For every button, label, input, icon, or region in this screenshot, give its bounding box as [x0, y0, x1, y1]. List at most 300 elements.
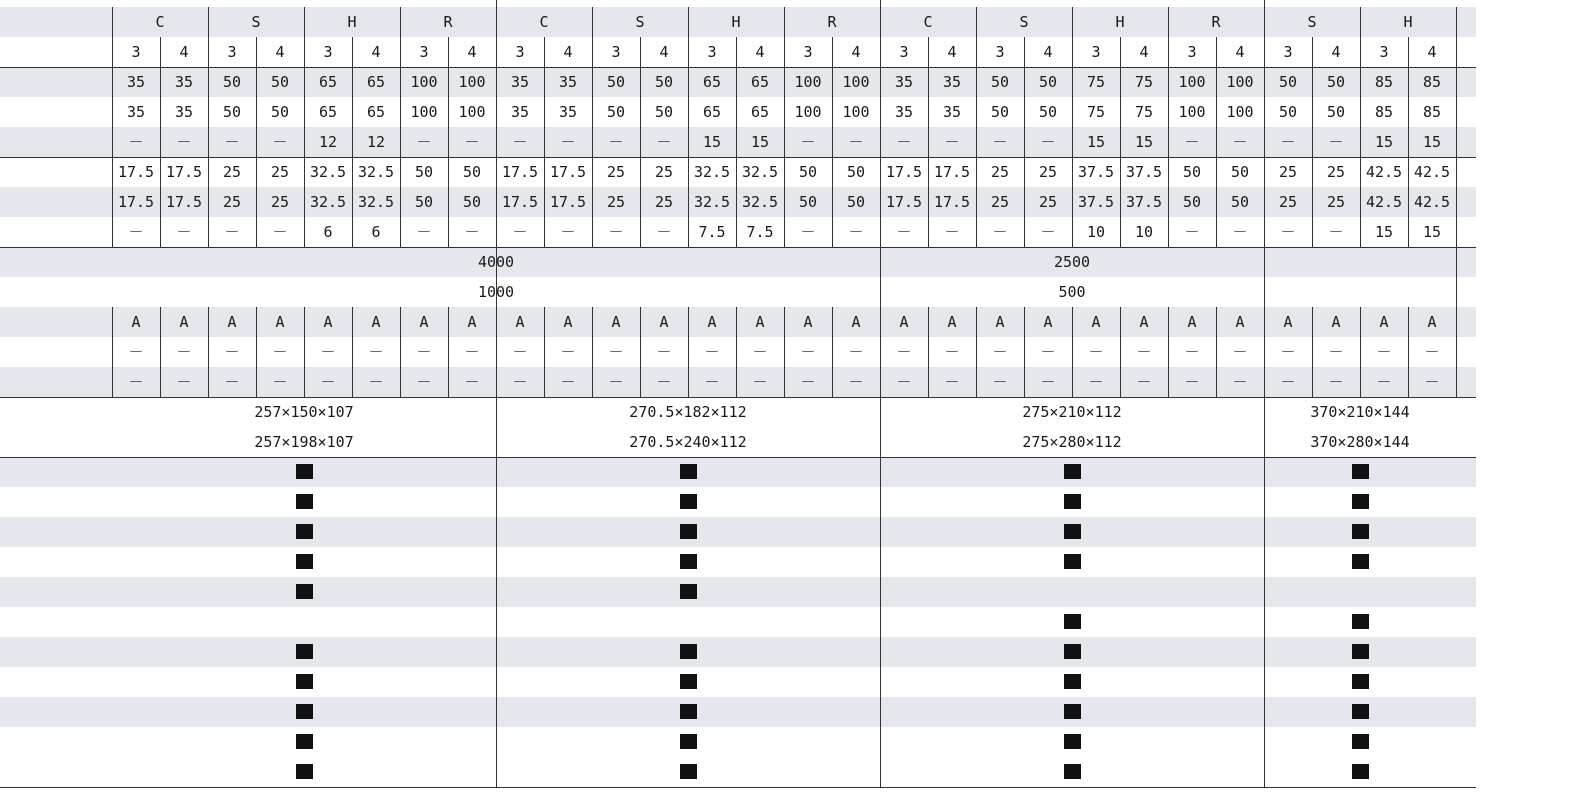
row-divider: [0, 457, 1476, 458]
column-divider: [1456, 247, 1457, 307]
sub-header: 3: [323, 43, 333, 61]
table-cell: －: [752, 343, 768, 361]
sub-header: 4: [467, 43, 477, 61]
table-cell: 42.5: [1413, 193, 1451, 211]
table-cell: －: [416, 343, 432, 361]
sub-header: 4: [1235, 43, 1245, 61]
sub-header: 4: [1043, 43, 1053, 61]
table-cell: 25: [1278, 163, 1298, 181]
table-cell: －: [128, 343, 144, 361]
table-cell: －: [992, 133, 1008, 151]
table-cell: －: [848, 133, 864, 151]
availability-mark: [296, 704, 313, 719]
table-cell: 100: [410, 73, 438, 91]
table-cell: 65: [702, 103, 722, 121]
table-cell: 25: [1038, 163, 1058, 181]
table-cell: 17.5: [549, 163, 587, 181]
table-cell: 50: [462, 163, 482, 181]
table-cell: A: [227, 313, 237, 331]
table-cell: 35: [174, 103, 194, 121]
sub-header: 4: [659, 43, 669, 61]
availability-mark: [1352, 704, 1369, 719]
table-cell: A: [179, 313, 189, 331]
availability-mark: [680, 704, 697, 719]
table-cell: A: [1139, 313, 1149, 331]
table-cell: 37.5: [1125, 193, 1163, 211]
table-cell: －: [512, 133, 528, 151]
table-cell: 65: [702, 73, 722, 91]
table-cell: －: [416, 373, 432, 391]
sub-header: 3: [899, 43, 909, 61]
table-cell: 100: [458, 73, 486, 91]
sub-header: 4: [179, 43, 189, 61]
group-header: S: [635, 13, 645, 31]
table-cell: 65: [366, 73, 386, 91]
table-cell: 17.5: [165, 163, 203, 181]
table-cell: －: [944, 373, 960, 391]
table-cell: 100: [458, 103, 486, 121]
availability-mark: [296, 524, 313, 539]
table-cell: 50: [1278, 73, 1298, 91]
table-cell: －: [512, 223, 528, 241]
table-cell: 100: [1178, 73, 1206, 91]
table-cell: －: [368, 373, 384, 391]
table-cell: －: [1184, 343, 1200, 361]
group-header: C: [155, 13, 165, 31]
sub-header: 3: [515, 43, 525, 61]
availability-mark: [296, 674, 313, 689]
availability-mark: [1352, 674, 1369, 689]
table-cell: －: [800, 133, 816, 151]
table-cell: －: [704, 343, 720, 361]
table-cell: 50: [846, 193, 866, 211]
availability-mark: [680, 644, 697, 659]
table-cell: －: [1232, 343, 1248, 361]
table-cell: －: [1280, 373, 1296, 391]
table-cell: －: [992, 343, 1008, 361]
availability-mark: [1352, 524, 1369, 539]
table-cell: 17.5: [501, 163, 539, 181]
group-header: R: [443, 13, 453, 31]
table-cell: 50: [462, 193, 482, 211]
table-cell: －: [176, 373, 192, 391]
row-shading: [0, 577, 1476, 607]
table-cell: 50: [270, 103, 290, 121]
table-cell: 17.5: [933, 193, 971, 211]
sub-header: 3: [419, 43, 429, 61]
table-cell: 100: [842, 73, 870, 91]
table-cell: －: [944, 343, 960, 361]
table-cell: 32.5: [693, 163, 731, 181]
sub-header: 4: [1427, 43, 1437, 61]
table-cell: 25: [270, 193, 290, 211]
sub-header: 4: [755, 43, 765, 61]
table-cell: 25: [222, 193, 242, 211]
table-cell: 50: [990, 73, 1010, 91]
availability-mark: [1352, 464, 1369, 479]
table-cell: 25: [654, 193, 674, 211]
table-cell: 100: [1226, 103, 1254, 121]
availability-mark: [680, 584, 697, 599]
availability-mark: [1352, 734, 1369, 749]
availability-mark: [296, 734, 313, 749]
table-cell: 7.5: [746, 223, 774, 241]
table-cell: －: [992, 373, 1008, 391]
availability-mark: [1064, 734, 1081, 749]
row-shading: [0, 697, 1476, 727]
table-cell: 50: [1230, 193, 1250, 211]
table-cell: －: [176, 343, 192, 361]
table-cell: －: [848, 373, 864, 391]
table-cell: －: [656, 343, 672, 361]
dimension-cell: 270.5×182×112: [629, 403, 747, 421]
table-cell: －: [1376, 343, 1392, 361]
table-cell: －: [608, 133, 624, 151]
availability-mark: [1064, 554, 1081, 569]
table-cell: 75: [1086, 73, 1106, 91]
table-cell: －: [1328, 343, 1344, 361]
table-cell: 100: [794, 73, 822, 91]
table-cell: 17.5: [117, 163, 155, 181]
merged-cell: 2500: [1053, 253, 1091, 271]
group-header: R: [827, 13, 837, 31]
row-shading: [0, 517, 1476, 547]
table-cell: 50: [1326, 103, 1346, 121]
table-cell: 37.5: [1125, 163, 1163, 181]
table-cell: －: [608, 373, 624, 391]
table-cell: －: [656, 223, 672, 241]
table-cell: A: [659, 313, 669, 331]
table-cell: 35: [510, 103, 530, 121]
table-cell: －: [560, 373, 576, 391]
table-cell: －: [944, 133, 960, 151]
table-cell: －: [176, 223, 192, 241]
availability-mark: [296, 464, 313, 479]
table-cell: A: [755, 313, 765, 331]
table-cell: A: [1427, 313, 1437, 331]
table-cell: －: [1136, 373, 1152, 391]
sub-header: 4: [275, 43, 285, 61]
table-cell: －: [512, 373, 528, 391]
table-cell: 17.5: [117, 193, 155, 211]
table-cell: －: [272, 373, 288, 391]
table-cell: 35: [942, 103, 962, 121]
table-cell: －: [1040, 133, 1056, 151]
table-cell: －: [1184, 373, 1200, 391]
table-cell: 75: [1134, 73, 1154, 91]
dimension-cell: 275×280×112: [1022, 433, 1122, 451]
table-cell: －: [1040, 223, 1056, 241]
table-cell: －: [1280, 133, 1296, 151]
table-cell: －: [560, 343, 576, 361]
table-cell: A: [707, 313, 717, 331]
availability-mark: [1064, 704, 1081, 719]
table-cell: 35: [942, 73, 962, 91]
table-cell: 32.5: [741, 193, 779, 211]
table-cell: 25: [270, 163, 290, 181]
table-cell: －: [1232, 133, 1248, 151]
availability-mark: [680, 464, 697, 479]
table-cell: －: [560, 133, 576, 151]
table-cell: －: [656, 373, 672, 391]
table-cell: 100: [410, 103, 438, 121]
table-cell: －: [896, 343, 912, 361]
table-cell: －: [896, 223, 912, 241]
availability-mark: [1352, 554, 1369, 569]
table-cell: 15: [1134, 133, 1154, 151]
table-cell: －: [1184, 133, 1200, 151]
table-cell: A: [467, 313, 477, 331]
table-cell: A: [1235, 313, 1245, 331]
table-cell: A: [1187, 313, 1197, 331]
table-cell: 35: [558, 103, 578, 121]
table-cell: 50: [798, 163, 818, 181]
availability-mark: [680, 554, 697, 569]
table-cell: 85: [1422, 103, 1442, 121]
table-cell: －: [1040, 343, 1056, 361]
sub-header: 4: [563, 43, 573, 61]
availability-mark: [296, 764, 313, 779]
table-cell: －: [896, 373, 912, 391]
table-cell: A: [611, 313, 621, 331]
table-cell: －: [656, 133, 672, 151]
availability-mark: [296, 494, 313, 509]
table-cell: －: [320, 343, 336, 361]
table-cell: －: [176, 133, 192, 151]
table-cell: 32.5: [357, 163, 395, 181]
table-cell: A: [1283, 313, 1293, 331]
table-cell: 15: [1374, 223, 1394, 241]
table-cell: 75: [1134, 103, 1154, 121]
table-cell: 100: [1226, 73, 1254, 91]
table-cell: －: [416, 133, 432, 151]
table-cell: A: [563, 313, 573, 331]
table-cell: 85: [1374, 73, 1394, 91]
table-cell: 50: [1038, 103, 1058, 121]
table-cell: 50: [846, 163, 866, 181]
group-header: H: [1403, 13, 1413, 31]
table-cell: A: [1091, 313, 1101, 331]
table-cell: 50: [222, 73, 242, 91]
table-cell: 25: [990, 193, 1010, 211]
merged-cell: [1264, 247, 1456, 277]
table-cell: A: [1379, 313, 1389, 331]
table-cell: 50: [606, 103, 626, 121]
table-cell: 15: [1374, 133, 1394, 151]
availability-mark: [296, 644, 313, 659]
table-cell: －: [848, 223, 864, 241]
table-cell: －: [1088, 373, 1104, 391]
table-cell: －: [272, 223, 288, 241]
table-cell: －: [128, 223, 144, 241]
table-cell: 7.5: [698, 223, 726, 241]
group-header: C: [923, 13, 933, 31]
table-cell: A: [371, 313, 381, 331]
table-cell: －: [1376, 373, 1392, 391]
table-cell: 100: [794, 103, 822, 121]
table-cell: －: [1424, 373, 1440, 391]
table-cell: 42.5: [1365, 193, 1403, 211]
table-cell: A: [323, 313, 333, 331]
table-cell: －: [464, 343, 480, 361]
table-cell: －: [800, 343, 816, 361]
table-cell: －: [560, 223, 576, 241]
merged-cell: [1264, 277, 1456, 307]
group-header: S: [1307, 13, 1317, 31]
table-cell: 25: [990, 163, 1010, 181]
table-cell: －: [992, 223, 1008, 241]
table-cell: A: [1043, 313, 1053, 331]
table-cell: 50: [1326, 73, 1346, 91]
table-cell: A: [947, 313, 957, 331]
table-cell: 65: [750, 73, 770, 91]
sub-header: 3: [803, 43, 813, 61]
group-header: R: [1211, 13, 1221, 31]
table-cell: －: [1328, 373, 1344, 391]
merged-cell: 500: [1058, 283, 1086, 301]
table-cell: 25: [606, 163, 626, 181]
sub-header: 3: [131, 43, 141, 61]
sub-header: 4: [947, 43, 957, 61]
table-cell: －: [800, 373, 816, 391]
table-cell: 25: [654, 163, 674, 181]
dimension-cell: 275×210×112: [1022, 403, 1122, 421]
table-cell: 17.5: [165, 193, 203, 211]
table-cell: 25: [1038, 193, 1058, 211]
table-cell: －: [1184, 223, 1200, 241]
table-cell: －: [224, 133, 240, 151]
column-divider: [1456, 307, 1457, 397]
row-shading: [0, 457, 1476, 487]
table-cell: －: [464, 223, 480, 241]
table-cell: 35: [126, 103, 146, 121]
sub-header: 4: [1139, 43, 1149, 61]
table-cell: －: [1232, 223, 1248, 241]
group-header: H: [347, 13, 357, 31]
table-cell: 35: [126, 73, 146, 91]
table-cell: 35: [510, 73, 530, 91]
sub-header: 3: [611, 43, 621, 61]
table-cell: 37.5: [1077, 163, 1115, 181]
availability-mark: [1064, 464, 1081, 479]
row-divider: [0, 787, 1476, 788]
table-cell: 32.5: [309, 193, 347, 211]
table-cell: 17.5: [885, 193, 923, 211]
dimension-cell: 370×210×144: [1310, 403, 1410, 421]
table-cell: A: [803, 313, 813, 331]
table-cell: －: [800, 223, 816, 241]
table-cell: 75: [1086, 103, 1106, 121]
table-cell: －: [368, 343, 384, 361]
table-cell: A: [995, 313, 1005, 331]
table-cell: －: [1280, 343, 1296, 361]
table-cell: 35: [558, 73, 578, 91]
merged-cell: 1000: [477, 283, 515, 301]
table-cell: 32.5: [309, 163, 347, 181]
availability-mark: [296, 584, 313, 599]
table-cell: －: [464, 373, 480, 391]
table-cell: －: [272, 133, 288, 151]
table-cell: 65: [366, 103, 386, 121]
dimension-cell: 370×280×144: [1310, 433, 1410, 451]
table-cell: －: [608, 343, 624, 361]
sub-header: 3: [227, 43, 237, 61]
table-cell: －: [1328, 133, 1344, 151]
table-cell: 85: [1422, 73, 1442, 91]
table-cell: －: [224, 343, 240, 361]
table-cell: 50: [1182, 163, 1202, 181]
table-cell: 50: [222, 103, 242, 121]
table-cell: 50: [1038, 73, 1058, 91]
column-divider: [1456, 7, 1457, 247]
merged-cell: 4000: [477, 253, 515, 271]
availability-mark: [1064, 494, 1081, 509]
sub-header: 3: [1187, 43, 1197, 61]
table-cell: 50: [798, 193, 818, 211]
table-cell: A: [851, 313, 861, 331]
sub-header: 4: [851, 43, 861, 61]
dimension-cell: 270.5×240×112: [629, 433, 747, 451]
table-cell: －: [320, 373, 336, 391]
group-header: H: [1115, 13, 1125, 31]
table-cell: 17.5: [885, 163, 923, 181]
sub-header: 4: [1331, 43, 1341, 61]
table-cell: 42.5: [1413, 163, 1451, 181]
table-cell: A: [515, 313, 525, 331]
table-cell: 6: [323, 223, 333, 241]
availability-mark: [296, 554, 313, 569]
table-cell: 35: [174, 73, 194, 91]
availability-mark: [1064, 524, 1081, 539]
table-cell: －: [1424, 343, 1440, 361]
table-cell: 100: [842, 103, 870, 121]
table-cell: 15: [1422, 223, 1442, 241]
table-cell: 17.5: [933, 163, 971, 181]
table-cell: 50: [654, 103, 674, 121]
dimension-cell: 257×198×107: [254, 433, 354, 451]
table-cell: A: [899, 313, 909, 331]
availability-mark: [1352, 764, 1369, 779]
table-cell: A: [131, 313, 141, 331]
availability-mark: [1064, 614, 1081, 629]
table-cell: 35: [894, 73, 914, 91]
table-cell: －: [896, 133, 912, 151]
table-cell: －: [464, 133, 480, 151]
table-cell: 32.5: [693, 193, 731, 211]
table-cell: 25: [1326, 163, 1346, 181]
table-cell: 25: [1278, 193, 1298, 211]
table-cell: －: [1328, 223, 1344, 241]
table-cell: －: [272, 343, 288, 361]
group-header: S: [1019, 13, 1029, 31]
availability-mark: [1064, 764, 1081, 779]
table-cell: －: [1136, 343, 1152, 361]
table-cell: －: [752, 373, 768, 391]
availability-mark: [1352, 494, 1369, 509]
row-shading: [0, 637, 1476, 667]
availability-mark: [1352, 614, 1369, 629]
availability-mark: [680, 524, 697, 539]
table-cell: －: [848, 343, 864, 361]
table-cell: －: [224, 223, 240, 241]
table-cell: －: [128, 373, 144, 391]
availability-mark: [1064, 644, 1081, 659]
table-cell: －: [944, 223, 960, 241]
sub-header: 3: [1379, 43, 1389, 61]
table-cell: －: [1088, 343, 1104, 361]
availability-mark: [680, 764, 697, 779]
table-cell: 12: [366, 133, 386, 151]
